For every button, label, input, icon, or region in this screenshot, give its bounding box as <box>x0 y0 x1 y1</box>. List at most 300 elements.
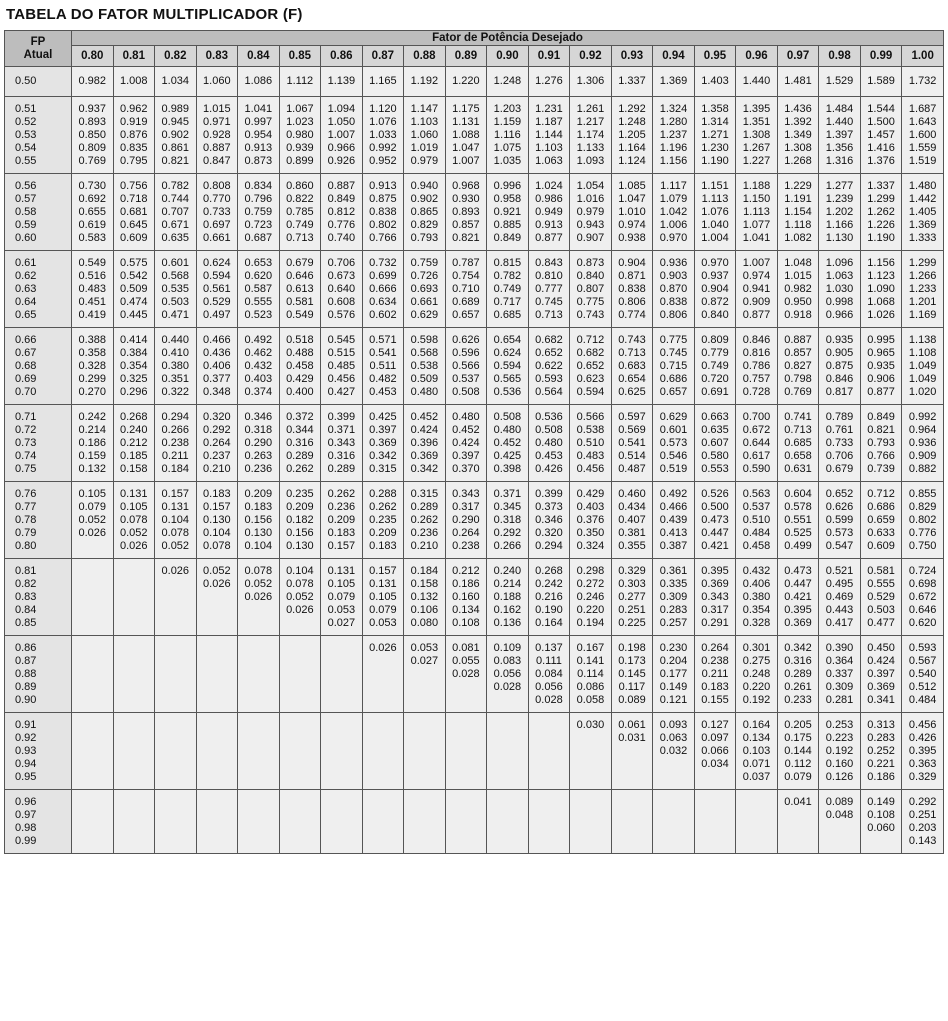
factor-value: 1.333 <box>908 232 937 244</box>
factor-value: 0.292 <box>203 424 231 436</box>
factor-value: 0.458 <box>742 540 771 552</box>
factor-cell <box>860 482 902 559</box>
factor-cell <box>155 636 197 713</box>
factor-cell <box>570 67 612 97</box>
factor-value: 0.776 <box>908 527 937 539</box>
factor-value: 0.210 <box>203 463 231 475</box>
factor-value: 0.659 <box>867 514 895 526</box>
factor-value: 0.079 <box>784 771 812 783</box>
factor-value: 1.079 <box>659 193 688 205</box>
factor-value: 0.272 <box>576 578 605 590</box>
factor-value: 0.369 <box>701 578 729 590</box>
factor-value <box>695 796 736 809</box>
factor-value: 0.992 <box>369 142 397 154</box>
factor-value: 0.398 <box>493 463 522 475</box>
factor-value: 0.214 <box>78 424 107 436</box>
factor-value: 1.217 <box>576 116 605 128</box>
factor-value: 0.292 <box>493 527 522 539</box>
factor-value: 0.483 <box>576 450 605 462</box>
factor-value: 0.510 <box>576 437 605 449</box>
factor-value: 1.116 <box>494 129 521 141</box>
factor-value: 0.403 <box>244 373 273 385</box>
factor-value: 1.124 <box>618 155 646 167</box>
factor-value: 1.024 <box>535 180 563 192</box>
factor-cell <box>611 67 653 97</box>
factor-value <box>72 681 113 694</box>
factor-cell <box>238 636 280 713</box>
factor-value: 0.802 <box>908 514 937 526</box>
factor-value <box>280 745 321 758</box>
factor-value: 0.549 <box>78 257 107 269</box>
factor-value: 0.877 <box>867 386 895 398</box>
factor-value: 0.053 <box>369 617 397 629</box>
factor-cell <box>445 713 487 790</box>
factor-value: 0.372 <box>286 411 314 423</box>
factor-value: 0.397 <box>867 668 895 680</box>
factor-value: 1.103 <box>535 142 563 154</box>
factor-cell <box>694 559 736 636</box>
factor-value: 1.480 <box>908 180 937 192</box>
current-pf-value: 0.51 <box>15 103 37 115</box>
factor-cell <box>570 328 612 405</box>
current-pf-value: 0.89 <box>15 681 37 693</box>
factor-value: 0.452 <box>493 437 522 449</box>
factor-value: 0.177 <box>659 668 688 680</box>
column-header: 0.81 <box>113 46 155 67</box>
factor-value <box>695 835 736 848</box>
factor-value: 0.838 <box>618 283 646 295</box>
factor-value <box>612 796 653 809</box>
factor-value: 1.023 <box>286 116 314 128</box>
factor-value: 0.105 <box>78 488 107 500</box>
current-pf-value: 0.99 <box>15 835 37 847</box>
factor-value <box>114 604 155 617</box>
factor-cell <box>196 559 238 636</box>
factor-value: 0.873 <box>576 257 605 269</box>
factor-value: 1.277 <box>825 180 854 192</box>
factor-value: 0.316 <box>327 450 356 462</box>
factor-value: 0.028 <box>452 668 480 680</box>
factor-cell <box>528 174 570 251</box>
factor-value: 0.626 <box>452 334 480 346</box>
factor-value: 0.439 <box>659 514 688 526</box>
factor-cell <box>72 174 114 251</box>
factor-value: 0.395 <box>784 604 812 616</box>
factor-value: 0.713 <box>618 347 646 359</box>
factor-value: 1.544 <box>867 103 895 115</box>
factor-value: 1.203 <box>493 103 522 115</box>
factor-value <box>280 694 321 707</box>
current-pf-cell <box>5 482 72 559</box>
factor-value: 0.996 <box>493 180 522 192</box>
factor-value: 0.397 <box>452 450 480 462</box>
factor-value <box>72 604 113 617</box>
factor-value: 0.840 <box>576 270 605 282</box>
factor-value: 0.913 <box>535 219 563 231</box>
factor-cell <box>819 790 861 854</box>
factor-value: 0.374 <box>244 386 273 398</box>
factor-value: 0.355 <box>618 540 646 552</box>
factor-value: 0.432 <box>742 565 771 577</box>
factor-value: 0.568 <box>410 347 439 359</box>
factor-cell <box>72 790 114 854</box>
factor-value: 0.712 <box>867 488 895 500</box>
factor-cell <box>72 559 114 636</box>
factor-value: 0.318 <box>244 424 273 436</box>
factor-value: 0.263 <box>244 450 273 462</box>
factor-cell <box>279 328 321 405</box>
factor-value: 0.345 <box>493 501 522 513</box>
factor-value: 1.147 <box>410 103 439 115</box>
factor-cell <box>196 713 238 790</box>
factor-value: 0.136 <box>493 617 522 629</box>
factor-value: 0.769 <box>78 155 107 167</box>
factor-value: 0.657 <box>452 309 480 321</box>
factor-value <box>653 809 694 822</box>
factor-cell <box>155 174 197 251</box>
factor-value: 0.238 <box>452 540 480 552</box>
current-pf-cell <box>5 790 72 854</box>
factor-value: 0.220 <box>742 681 771 693</box>
factor-value: 0.253 <box>825 719 854 731</box>
factor-value: 0.846 <box>742 334 771 346</box>
factor-value: 1.090 <box>867 283 895 295</box>
factor-value: 0.183 <box>203 488 231 500</box>
factor-value: 0.380 <box>161 360 190 372</box>
factor-cell <box>694 251 736 328</box>
factor-value: 0.907 <box>576 232 605 244</box>
factor-value: 0.529 <box>203 296 231 308</box>
factor-value <box>487 758 528 771</box>
factor-value: 0.549 <box>286 309 314 321</box>
factor-value: 1.034 <box>161 75 190 87</box>
factor-value: 1.010 <box>618 206 646 218</box>
factor-value: 0.508 <box>452 386 480 398</box>
factor-value: 0.653 <box>244 257 273 269</box>
factor-value: 0.159 <box>78 450 107 462</box>
factor-value: 0.625 <box>618 386 646 398</box>
factor-value: 0.027 <box>410 655 439 667</box>
factor-value <box>363 655 404 668</box>
factor-value: 1.280 <box>659 116 688 128</box>
factor-value: 0.529 <box>867 591 895 603</box>
factor-value <box>238 604 279 617</box>
factor-value: 0.052 <box>120 527 148 539</box>
factor-value <box>404 694 445 707</box>
factor-value: 1.226 <box>867 219 895 231</box>
factor-value <box>363 668 404 681</box>
factor-value: 0.242 <box>535 578 563 590</box>
factor-value: 0.571 <box>369 334 397 346</box>
current-pf-cell <box>5 713 72 790</box>
factor-value: 0.597 <box>618 411 646 423</box>
factor-value <box>529 809 570 822</box>
factor-value: 0.413 <box>659 527 688 539</box>
factor-cell <box>362 559 404 636</box>
factor-value: 1.020 <box>908 386 937 398</box>
factor-value: 0.329 <box>618 565 646 577</box>
factor-cell <box>694 482 736 559</box>
factor-value: 0.873 <box>244 155 273 167</box>
factor-value: 0.779 <box>701 347 729 359</box>
factor-value: 0.629 <box>659 411 688 423</box>
factor-value: 0.609 <box>867 540 895 552</box>
factor-cell <box>445 67 487 97</box>
factor-cell <box>72 97 114 174</box>
factor-value <box>446 694 487 707</box>
factor-value: 1.229 <box>784 180 812 192</box>
factor-cell <box>279 713 321 790</box>
factor-value: 1.166 <box>825 219 854 231</box>
factor-cell <box>113 482 155 559</box>
column-header: 0.84 <box>238 46 280 67</box>
factor-value: 0.048 <box>825 809 854 821</box>
factor-value: 0.583 <box>78 232 107 244</box>
factor-cell <box>321 97 363 174</box>
factor-value: 1.016 <box>576 193 605 205</box>
factor-value: 0.264 <box>452 527 480 539</box>
factor-value: 0.782 <box>493 270 522 282</box>
factor-value <box>487 809 528 822</box>
current-pf-value: 0.60 <box>15 232 37 244</box>
factor-value: 0.782 <box>161 180 190 192</box>
factor-value: 0.301 <box>742 642 771 654</box>
factor-value: 0.887 <box>327 180 356 192</box>
factor-value <box>404 796 445 809</box>
factor-value <box>114 758 155 771</box>
factor-cell <box>113 559 155 636</box>
current-pf-value: 0.94 <box>15 758 37 770</box>
factor-value: 0.484 <box>742 527 771 539</box>
factor-value: 0.576 <box>327 309 356 321</box>
factor-value: 0.371 <box>327 424 356 436</box>
factor-value: 1.299 <box>867 193 895 205</box>
factor-value: 0.104 <box>286 565 314 577</box>
current-pf-value: 0.79 <box>15 527 37 539</box>
factor-value: 0.865 <box>410 206 439 218</box>
factor-value: 1.040 <box>701 219 729 231</box>
factor-cell <box>279 405 321 482</box>
factor-value: 0.847 <box>203 155 231 167</box>
factor-value: 0.593 <box>535 373 563 385</box>
factor-value <box>321 745 362 758</box>
factor-value: 0.663 <box>701 411 729 423</box>
factor-cell <box>321 790 363 854</box>
current-pf-header-line1: FP <box>30 35 46 48</box>
factor-value: 0.952 <box>369 155 397 167</box>
factor-cell <box>196 97 238 174</box>
factor-value: 0.581 <box>286 296 314 308</box>
factor-value <box>363 796 404 809</box>
factor-value <box>736 835 777 848</box>
factor-value: 0.940 <box>410 180 439 192</box>
current-pf-value: 0.59 <box>15 219 37 231</box>
factor-value: 0.563 <box>742 488 771 500</box>
factor-value <box>72 565 113 578</box>
factor-value <box>114 655 155 668</box>
factor-cell <box>736 713 778 790</box>
factor-cell <box>238 328 280 405</box>
factor-value: 1.233 <box>908 283 937 295</box>
factor-cell <box>279 67 321 97</box>
factor-value: 0.743 <box>618 334 646 346</box>
factor-value: 0.235 <box>369 514 397 526</box>
factor-value: 0.130 <box>244 527 273 539</box>
factor-value: 0.337 <box>825 668 854 680</box>
factor-value: 0.400 <box>286 386 314 398</box>
factor-cell <box>777 405 819 482</box>
factor-value: 0.429 <box>576 488 605 500</box>
current-pf-value: 0.69 <box>15 373 37 385</box>
factor-value: 0.974 <box>742 270 771 282</box>
current-pf-value: 0.93 <box>15 745 37 757</box>
factor-value <box>487 822 528 835</box>
factor-value: 0.622 <box>535 360 563 372</box>
factor-value <box>197 809 238 822</box>
factor-value: 0.071 <box>742 758 771 770</box>
factor-value <box>197 835 238 848</box>
factor-value: 0.715 <box>659 360 688 372</box>
factor-value: 0.114 <box>577 668 604 680</box>
factor-cell <box>777 790 819 854</box>
factor-value: 0.870 <box>659 283 688 295</box>
factor-value <box>570 758 611 771</box>
factor-value: 0.485 <box>327 360 356 372</box>
factor-cell <box>902 328 944 405</box>
factor-value <box>114 719 155 732</box>
factor-value: 0.707 <box>161 206 190 218</box>
factor-value: 0.488 <box>286 347 314 359</box>
factor-value <box>114 822 155 835</box>
factor-value: 1.267 <box>742 142 771 154</box>
factor-cell <box>736 405 778 482</box>
factor-value: 0.452 <box>410 411 439 423</box>
column-header: 0.99 <box>860 46 902 67</box>
column-header: 0.96 <box>736 46 778 67</box>
factor-value <box>321 681 362 694</box>
factor-value: 0.376 <box>576 514 605 526</box>
factor-value: 0.328 <box>78 360 107 372</box>
factor-value: 1.308 <box>742 129 771 141</box>
factor-cell <box>570 482 612 559</box>
factor-value: 0.564 <box>535 386 563 398</box>
factor-value: 1.276 <box>535 75 563 87</box>
factor-cell <box>653 328 695 405</box>
factor-cell <box>819 482 861 559</box>
factor-value: 0.149 <box>659 681 688 693</box>
factor-value: 0.026 <box>120 540 148 552</box>
factor-value: 0.445 <box>120 309 148 321</box>
factor-value: 0.541 <box>618 437 646 449</box>
factor-value <box>197 642 238 655</box>
factor-value: 0.661 <box>410 296 439 308</box>
factor-value: 0.970 <box>659 232 688 244</box>
factor-value: 0.238 <box>701 655 729 667</box>
factor-value: 1.559 <box>908 142 937 154</box>
factor-value: 0.381 <box>618 527 646 539</box>
current-pf-value: 0.55 <box>15 155 37 167</box>
factor-value <box>155 719 196 732</box>
factor-value: 0.188 <box>493 591 522 603</box>
factor-value: 0.351 <box>161 373 190 385</box>
factor-cell <box>155 67 197 97</box>
factor-value: 0.453 <box>369 386 397 398</box>
factor-value <box>155 745 196 758</box>
factor-value: 0.425 <box>493 450 522 462</box>
factor-value: 0.053 <box>410 642 439 654</box>
factor-value: 0.798 <box>784 373 812 385</box>
factor-value: 0.827 <box>784 360 812 372</box>
factor-value: 1.337 <box>618 75 646 87</box>
factor-value: 0.728 <box>742 386 771 398</box>
factor-value: 1.500 <box>867 116 895 128</box>
factor-cell <box>487 328 529 405</box>
factor-cell <box>653 174 695 251</box>
factor-value: 1.093 <box>576 155 605 167</box>
factor-value: 0.079 <box>327 591 356 603</box>
factor-value: 1.049 <box>908 373 937 385</box>
factor-value: 0.518 <box>286 334 314 346</box>
factor-cell <box>819 713 861 790</box>
factor-value: 0.317 <box>701 604 729 616</box>
factor-value: 0.251 <box>618 604 646 616</box>
factor-value: 0.872 <box>701 296 729 308</box>
factor-value: 0.821 <box>161 155 190 167</box>
factor-value: 0.979 <box>576 206 605 218</box>
factor-value: 0.759 <box>244 206 273 218</box>
multiplier-factor-table <box>4 30 944 854</box>
factor-cell <box>570 97 612 174</box>
factor-value <box>72 771 113 784</box>
factor-value: 0.733 <box>203 206 231 218</box>
factor-value: 0.497 <box>203 309 231 321</box>
factor-value: 1.006 <box>659 219 688 231</box>
factor-value: 0.127 <box>701 719 729 731</box>
factor-cell <box>860 251 902 328</box>
factor-value: 0.434 <box>618 501 646 513</box>
factor-value: 0.954 <box>244 129 273 141</box>
factor-value: 0.211 <box>161 450 189 462</box>
factor-value: 0.212 <box>452 565 480 577</box>
table-row <box>5 713 944 790</box>
factor-cell <box>404 636 446 713</box>
factor-value: 1.316 <box>825 155 854 167</box>
factor-value <box>155 771 196 784</box>
factor-value: 1.042 <box>659 206 688 218</box>
factor-value: 1.416 <box>867 142 895 154</box>
factor-value: 0.909 <box>908 450 937 462</box>
factor-cell <box>238 405 280 482</box>
desired-pf-header: Fator de Potência Desejado <box>72 31 944 46</box>
factor-value: 0.594 <box>203 270 231 282</box>
factor-value: 0.523 <box>244 309 273 321</box>
factor-value: 1.082 <box>784 232 812 244</box>
factor-cell <box>362 97 404 174</box>
factor-value: 0.358 <box>78 347 107 359</box>
factor-value: 0.233 <box>784 694 812 706</box>
factor-value: 0.936 <box>908 437 937 449</box>
factor-value: 0.052 <box>244 578 273 590</box>
factor-value: 0.613 <box>286 283 314 295</box>
factor-value <box>529 719 570 732</box>
factor-cell <box>653 790 695 854</box>
factor-value: 0.164 <box>742 719 771 731</box>
factor-value: 1.308 <box>784 142 812 154</box>
factor-value: 0.971 <box>203 116 231 128</box>
factor-value: 0.849 <box>327 193 356 205</box>
factor-cell <box>487 559 529 636</box>
factor-value: 0.223 <box>825 732 854 744</box>
